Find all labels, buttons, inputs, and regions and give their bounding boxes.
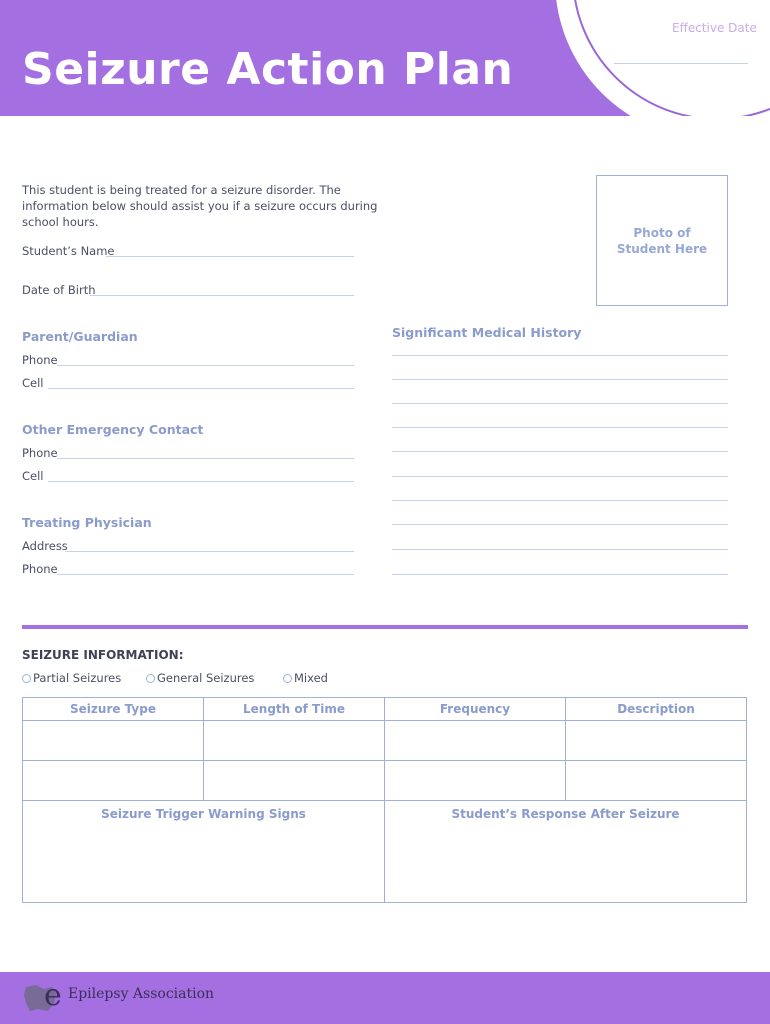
photo-line1: Photo of (633, 226, 691, 240)
radio-label: General Seizures (157, 671, 255, 685)
table-row (23, 761, 746, 801)
medical-history-line[interactable] (392, 574, 728, 575)
photo-box[interactable] (596, 175, 728, 306)
medical-history-heading: Significant Medical History (392, 325, 582, 340)
table-cell[interactable] (385, 761, 566, 800)
table-row (23, 801, 746, 902)
radio-circle-icon (22, 674, 31, 683)
page-title: Seizure Action Plan (22, 44, 514, 95)
physician-phone-label: Phone (22, 562, 58, 576)
radio-label: Partial Seizures (33, 671, 122, 685)
response-after-label: Student’s Response After Seizure (451, 807, 680, 821)
parent-cell-label: Cell (22, 376, 44, 390)
parent-phone-field[interactable] (57, 365, 354, 366)
medical-history-line[interactable] (392, 451, 728, 452)
svg-text:e: e (44, 979, 62, 1013)
emergency-cell-field[interactable] (48, 481, 354, 482)
table-cell[interactable] (23, 761, 204, 800)
seizure-info-heading: SEIZURE INFORMATION: (22, 648, 184, 662)
section-divider (22, 625, 748, 629)
trigger-warning-label: Seizure Trigger Warning Signs (101, 807, 306, 821)
table-header-row (23, 698, 746, 721)
emergency-phone-label: Phone (22, 446, 58, 460)
medical-history-line[interactable] (392, 549, 728, 550)
medical-history-line[interactable] (392, 500, 728, 501)
footer-org-name: Epilepsy Association (68, 986, 215, 1002)
student-name-label: Student’s Name (22, 244, 115, 258)
effective-date-label: Effective Date (672, 21, 757, 35)
radio-mixed[interactable] (283, 671, 328, 685)
parent-phone-label: Phone (22, 353, 58, 367)
medical-history-line[interactable] (392, 379, 728, 380)
radio-circle-icon (283, 674, 292, 683)
dob-label: Date of Birth (22, 283, 96, 297)
column-header: Frequency (385, 698, 566, 720)
response-after-cell[interactable] (385, 801, 746, 902)
trigger-warning-cell[interactable] (23, 801, 385, 902)
radio-label: Mixed (294, 671, 328, 685)
table-cell[interactable] (23, 721, 204, 760)
dob-field[interactable] (90, 295, 354, 296)
medical-history-line[interactable] (392, 524, 728, 525)
radio-circle-icon (146, 674, 155, 683)
student-name-field[interactable] (106, 256, 354, 257)
column-header: Seizure Type (23, 698, 204, 720)
medical-history-line[interactable] (392, 427, 728, 428)
seizure-table (22, 697, 747, 903)
table-cell[interactable] (204, 721, 385, 760)
physician-address-label: Address (22, 539, 68, 553)
header-banner (0, 0, 770, 116)
parent-heading: Parent/Guardian (22, 329, 138, 344)
emergency-phone-field[interactable] (57, 458, 354, 459)
medical-history-line[interactable] (392, 403, 728, 404)
medical-history-line[interactable] (392, 355, 728, 356)
photo-line2: Student Here (616, 242, 708, 256)
physician-address-field[interactable] (65, 551, 354, 552)
effective-date-field[interactable] (614, 63, 748, 64)
medical-history-line[interactable] (392, 476, 728, 477)
physician-heading: Treating Physician (22, 515, 152, 530)
epilepsy-association-logo-icon (22, 979, 70, 1015)
intro-text: This student is being treated for a seizure disorder. The information below should assist you if a seizure occurs during school hours. (22, 183, 378, 229)
column-header: Length of Time (204, 698, 385, 720)
emergency-heading: Other Emergency Contact (22, 422, 204, 437)
table-cell[interactable] (204, 761, 385, 800)
header-circle-ring (572, 0, 770, 116)
column-header: Description (617, 702, 695, 716)
radio-general-seizures[interactable] (146, 671, 254, 685)
radio-partial-seizures[interactable] (22, 671, 121, 685)
physician-phone-field[interactable] (57, 574, 354, 575)
emergency-cell-label: Cell (22, 469, 44, 483)
photo-placeholder (597, 225, 727, 257)
table-cell[interactable] (566, 721, 746, 760)
table-cell[interactable] (566, 761, 746, 800)
table-cell[interactable] (385, 721, 566, 760)
table-row (23, 721, 746, 761)
parent-cell-field[interactable] (48, 388, 354, 389)
